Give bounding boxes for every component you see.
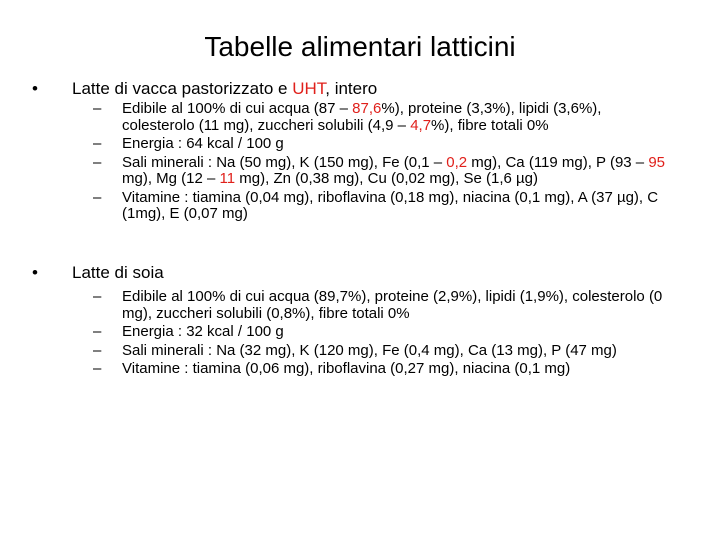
dash-icon: – [93,188,102,206]
bullet-cow-milk [32,79,692,99]
list-item-vitamins: – Vitamine : tiamina (0,04 mg), riboflavina (0,18 mg), niacina (0,1 mg), A (37 µg), C (1mg), E (0,07 mg) [93,188,659,222]
bullet-soy-milk [32,263,692,283]
list-item-edible: – Edibile al 100% di cui acqua (89,7%), proteine (2,9%), lipidi (1,9%), colesterolo (0 mg), zuccheri solubili (0,8%), fibre totali 0% [93,288,663,322]
list-item-energy: – Energia : 64 kcal / 100 g [93,135,284,152]
dash-icon: – [93,153,102,171]
list-item-minerals: – Sali minerali : Na (50 mg), K (150 mg), Fe (0,1 – 0,2 mg), Ca (119 mg), P (93 – 95 mg), Mg (12 – 11 mg), Zn (0,38 mg), Cu (0,02 mg), Se (1,6 µg) [93,153,666,187]
bullet-icon: • [32,79,38,98]
dash-icon: – [93,323,102,340]
dash-icon: – [93,341,102,359]
list-item-edible: – Edibile al 100% di cui acqua (87 – 87,6%), proteine (3,3%), lipidi (3,6%), colesterolo (11 mg), zuccheri solubili (4,9 – 4,7%), fibre totali 0% [93,100,602,134]
dash-icon: – [93,360,102,377]
list-item-minerals: – Sali minerali : Na (32 mg), K (120 mg), Fe (0,4 mg), Ca (13 mg), P (47 mg) [93,341,617,359]
list-item-energy: – Energia : 32 kcal / 100 g [93,323,284,340]
dash-icon: – [93,135,102,152]
dash-icon: – [93,288,102,305]
bullet-icon: • [32,263,38,282]
bullet-text: Latte di soia [72,263,164,282]
cow-milk-details [93,101,673,225]
list-item-vitamins: – Vitamine : tiamina (0,06 mg), riboflavina (0,27 mg), niacina (0,1 mg) [93,360,571,377]
slide-title: Tabelle alimentari latticini [204,31,516,62]
soy-milk-details [93,289,673,380]
dash-icon: – [93,100,102,117]
bullet-text: Latte di vacca pastorizzato e UHT, intero [72,79,378,98]
